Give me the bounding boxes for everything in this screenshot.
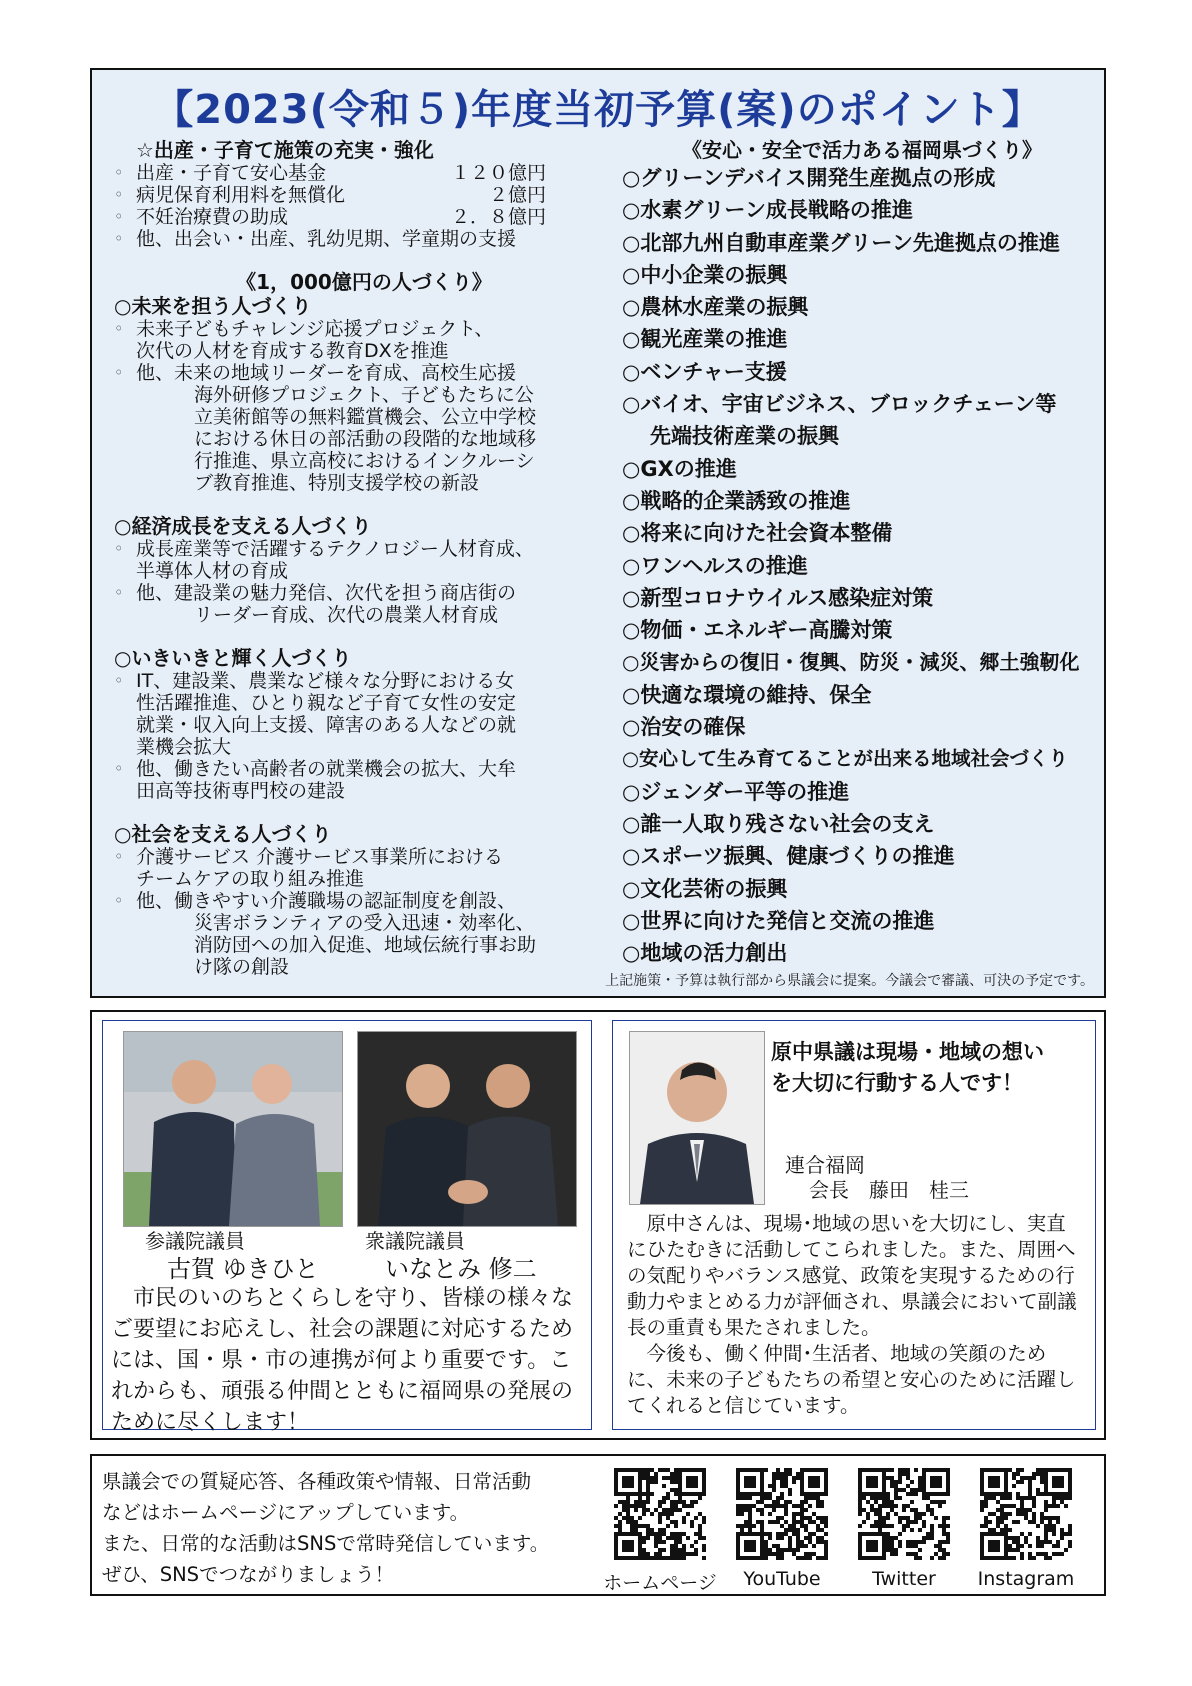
childcare-item-label: 不妊治療費の助成 <box>136 206 289 228</box>
endorsement-left-message <box>111 1283 583 1438</box>
childcare-other-text: 他、出会い・出産、乳幼児期、学童期の支援 <box>136 228 517 250</box>
sns-box <box>90 1454 1106 1596</box>
society-heading: ○社会を支える人づくり <box>114 822 332 846</box>
childcare-other <box>114 228 614 250</box>
text-line: 他、未来の地域リーダーを育成、高校生応援 <box>136 362 517 384</box>
policy-item: ○ジェンダー平等の推進 <box>622 779 850 804</box>
budget-note: 上記施策・予算は執行部から県議会に提案。今議会で審議、可決の予定です。 <box>605 973 1094 989</box>
text-line: 他、建設業の魅力発信、次代を担う商店街の <box>136 582 517 604</box>
text-line: 災害ボランティアの受入迅速・効率化、 <box>194 912 535 934</box>
society-bullet-1 <box>114 846 614 890</box>
qr-code-homepage[interactable] <box>614 1468 706 1560</box>
policy-item: ○北部九州自動車産業グリーン先進拠点の推進 <box>622 230 1060 255</box>
policy-item: ○ベンチャー支援 <box>622 359 787 384</box>
policy-item: ○中小企業の振興 <box>622 262 788 287</box>
policy-item: ○治安の確保 <box>622 715 746 740</box>
endorsement-right-message <box>627 1211 1085 1419</box>
text-line: 成長産業等で活躍するテクノロジー人材育成、 <box>136 538 534 560</box>
economy-bullet-1-text <box>136 538 614 582</box>
safety-heading: 《安心・安全で活力ある福岡県づくり》 <box>682 138 1042 162</box>
qr-code-icon <box>614 1468 706 1560</box>
endorser-info <box>785 1153 969 1203</box>
text-line: チームケアの取り組み推進 <box>136 868 365 890</box>
text-line: 田高等技術専門校の建設 <box>136 780 346 802</box>
policy-item: ○戦略的企業誘致の推進 <box>622 488 851 513</box>
endorsement-right-headline <box>771 1037 1044 1099</box>
headline-line: を大切に行動する人です！ <box>771 1071 1023 1095</box>
qr-label-homepage: ホームページ <box>603 1572 717 1594</box>
policy-item-continued: 先端技術産業の振興 <box>650 424 839 449</box>
message-text: 市民のいのちとくらしを守り、皆様の様々なご要望にお応えし、社会の課題に対応するためには、国・県・市の連携が何より重要です。これからも、頑張る仲間とともに福岡県の発展のために尽くします！ <box>111 1286 574 1435</box>
text-line: 次代の人材を育成する教育DXを推進 <box>136 340 449 362</box>
childcare-item <box>114 162 614 184</box>
policy-item: ○快適な環境の維持、保全 <box>622 682 872 707</box>
hito-heading: 《1，000億円の人づくり》 <box>236 270 492 294</box>
qr-code-icon <box>980 1468 1072 1560</box>
policy-item: ○安心して生み育てることが出来る地域社会づくり <box>622 747 1069 771</box>
lively-heading: ○いきいきと輝く人づくり <box>114 646 352 670</box>
budget-right-column <box>622 138 1102 969</box>
childcare-item-label: 出産・子育て安心基金 <box>136 162 327 184</box>
childcare-item-amount: １２０億円 <box>450 162 546 184</box>
policy-item: ○水素グリーン成長戦略の推進 <box>622 198 913 223</box>
headline-line: 原中県議は現場・地域の想い <box>771 1040 1044 1064</box>
endorsement-box <box>90 1010 1106 1440</box>
text-line: 性活躍推進、ひとり親など子育て女性の安定 <box>136 692 517 714</box>
sns-text-line: 県議会での質疑応答、各種政策や情報、日常活動 <box>102 1470 532 1493</box>
text-line: 海外研修プロジェクト、子どもたちに公 <box>194 384 534 406</box>
text-line: リーダー育成、次代の農業人材育成 <box>194 604 499 626</box>
policy-item: ○災害からの復旧・復興、防災・減災、郷土強靭化 <box>622 650 1080 675</box>
qr-label-youtube: YouTube <box>743 1568 821 1590</box>
lively-bullet-1 <box>114 670 614 758</box>
policy-item: ○物価・エネルギー高騰対策 <box>622 618 893 643</box>
sns-text-line: ぜひ、SNSでつながりましょう！ <box>102 1563 395 1586</box>
message-paragraph: 原中さんは、現場･地域の思いを大切にし、実直にひたむきに活動してこられました。また、周囲への気配りやバランス感覚、政策を実現するための行動力やまとめる力が評価され、県議会において副議長の重責も果たされました。 <box>627 1212 1077 1339</box>
childcare-item-amount: ２．８億円 <box>450 206 546 228</box>
qr-label-twitter: Twitter <box>872 1568 936 1590</box>
text-line: 他、働きたい高齢者の就業機会の拡大、大牟 <box>136 758 517 780</box>
childcare-heading: ☆出産・子育て施策の充実・強化 <box>136 138 434 162</box>
childcare-item <box>114 184 614 206</box>
bullet-icon: ◦ <box>114 759 124 778</box>
society-bullet-2 <box>114 890 614 978</box>
photo-inatomi <box>357 1031 577 1227</box>
policy-item: ○文化芸術の振興 <box>622 876 788 901</box>
message-paragraph: 今後も、働く仲間･生活者、地域の笑顔のために、未来の子どもたちの希望と安心のために活躍してくれると信じています。 <box>627 1342 1076 1417</box>
text-line: け隊の創設 <box>194 956 290 978</box>
childcare-item <box>114 206 614 228</box>
policy-item: ○地域の活力創出 <box>622 941 788 966</box>
sns-text <box>102 1466 549 1590</box>
qr-code-icon <box>858 1468 950 1560</box>
future-bullet-2-text <box>136 362 614 494</box>
qr-code-icon <box>736 1468 828 1560</box>
endorsement-right-panel <box>612 1020 1096 1430</box>
bullet-icon: ◦ <box>114 671 124 690</box>
text-line: 半導体人材の育成 <box>136 560 289 582</box>
qr-code-instagram[interactable] <box>980 1468 1072 1560</box>
person1-role: 参議院議員 <box>145 1229 245 1253</box>
policy-item: ○GXの推進 <box>622 456 737 481</box>
endorser-org: 連合福岡 <box>785 1153 865 1177</box>
bullet-icon: ◦ <box>114 847 124 866</box>
budget-title: 【2023(令和５)年度当初予算(案)のポイント】 <box>153 87 1043 133</box>
policy-item: ○グリーンデバイス開発生産拠点の形成 <box>622 166 996 190</box>
bullet-icon: ◦ <box>114 207 124 226</box>
text-line: 介護サービス 介護サービス事業所における <box>136 846 504 868</box>
text-line: における休日の部活動の段階的な地域移 <box>194 428 537 450</box>
text-line: 業機会拡大 <box>136 736 232 758</box>
bullet-icon: ◦ <box>114 319 124 338</box>
lively-bullet-1-text <box>136 670 614 758</box>
future-heading: ○未来を担う人づくり <box>114 294 312 318</box>
bullet-icon: ◦ <box>114 229 124 248</box>
text-line: 就業・収入向上支援、障害のある人などの就 <box>136 714 517 736</box>
text-line: 消防団への加入促進、地域伝統行事お助 <box>194 934 537 956</box>
policy-item: ○農林水産業の振興 <box>622 295 809 320</box>
sns-text-line: また、日常的な活動はSNSで常時発信しています。 <box>102 1532 550 1555</box>
sns-text-line: などはホームページにアップしています。 <box>102 1501 470 1524</box>
childcare-item-amount: ２億円 <box>488 184 546 206</box>
text-line: 他、働きやすい介護職場の認証制度を創設、 <box>136 890 517 912</box>
person2-role: 衆議院議員 <box>365 1229 465 1253</box>
bullet-icon: ◦ <box>114 891 124 910</box>
person1-name: 古賀 ゆきひと <box>167 1255 319 1283</box>
policy-item: ○世界に向けた発信と交流の推進 <box>622 908 935 933</box>
policy-item: ○誰一人取り残さない社会の支え <box>622 811 935 836</box>
bullet-icon: ◦ <box>114 583 124 602</box>
policy-item: ○スポーツ振興、健康づくりの推進 <box>622 844 955 869</box>
qr-code-twitter[interactable] <box>858 1468 950 1560</box>
policy-item: ○将来に向けた社会資本整備 <box>622 521 893 546</box>
society-bullet-1-text <box>136 846 614 890</box>
photo-fujita <box>629 1031 765 1205</box>
text-line: 立美術館等の無料鑑賞機会、公立中学校 <box>194 406 537 428</box>
person2-name: いなとみ 修二 <box>385 1255 537 1283</box>
lively-bullet-2 <box>114 758 614 802</box>
budget-left-column <box>114 138 614 978</box>
future-bullet-2 <box>114 362 614 494</box>
bullet-icon: ◦ <box>114 363 124 382</box>
economy-bullet-2 <box>114 582 614 626</box>
policy-item: ○バイオ、宇宙ビジネス、ブロックチェーン等 <box>622 392 1057 417</box>
society-bullet-2-text <box>136 890 614 978</box>
photo-koga <box>123 1031 343 1227</box>
endorsement-left-panel <box>102 1020 592 1435</box>
economy-bullet-1 <box>114 538 614 582</box>
policy-item: ○観光産業の推進 <box>622 327 788 352</box>
economy-heading: ○経済成長を支える人づくり <box>114 514 372 538</box>
policy-item: ○新型コロナウイルス感染症対策 <box>622 585 934 610</box>
future-bullet-1 <box>114 318 614 362</box>
bullet-icon: ◦ <box>114 185 124 204</box>
text-line: 行推進、県立高校におけるインクルーシ <box>194 450 535 472</box>
text-line: 未来子どもチャレンジ応援プロジェクト、 <box>136 318 494 340</box>
bullet-icon: ◦ <box>114 539 124 558</box>
qr-label-instagram: Instagram <box>977 1568 1075 1590</box>
future-bullet-1-text <box>136 318 614 362</box>
economy-bullet-2-text <box>136 582 614 626</box>
bullet-icon: ◦ <box>114 163 124 182</box>
policy-item: ○ワンヘルスの推進 <box>622 553 808 578</box>
text-line: IT、建設業、農業など様々な分野における女 <box>136 670 515 692</box>
qr-code-youtube[interactable] <box>736 1468 828 1560</box>
text-line: ブ教育推進、特別支援学校の新設 <box>194 472 480 494</box>
budget-box <box>90 68 1106 998</box>
childcare-item-label: 病児保育利用料を無償化 <box>136 184 346 206</box>
lively-bullet-2-text <box>136 758 614 802</box>
endorser-name: 会長 藤田 桂三 <box>809 1178 969 1202</box>
